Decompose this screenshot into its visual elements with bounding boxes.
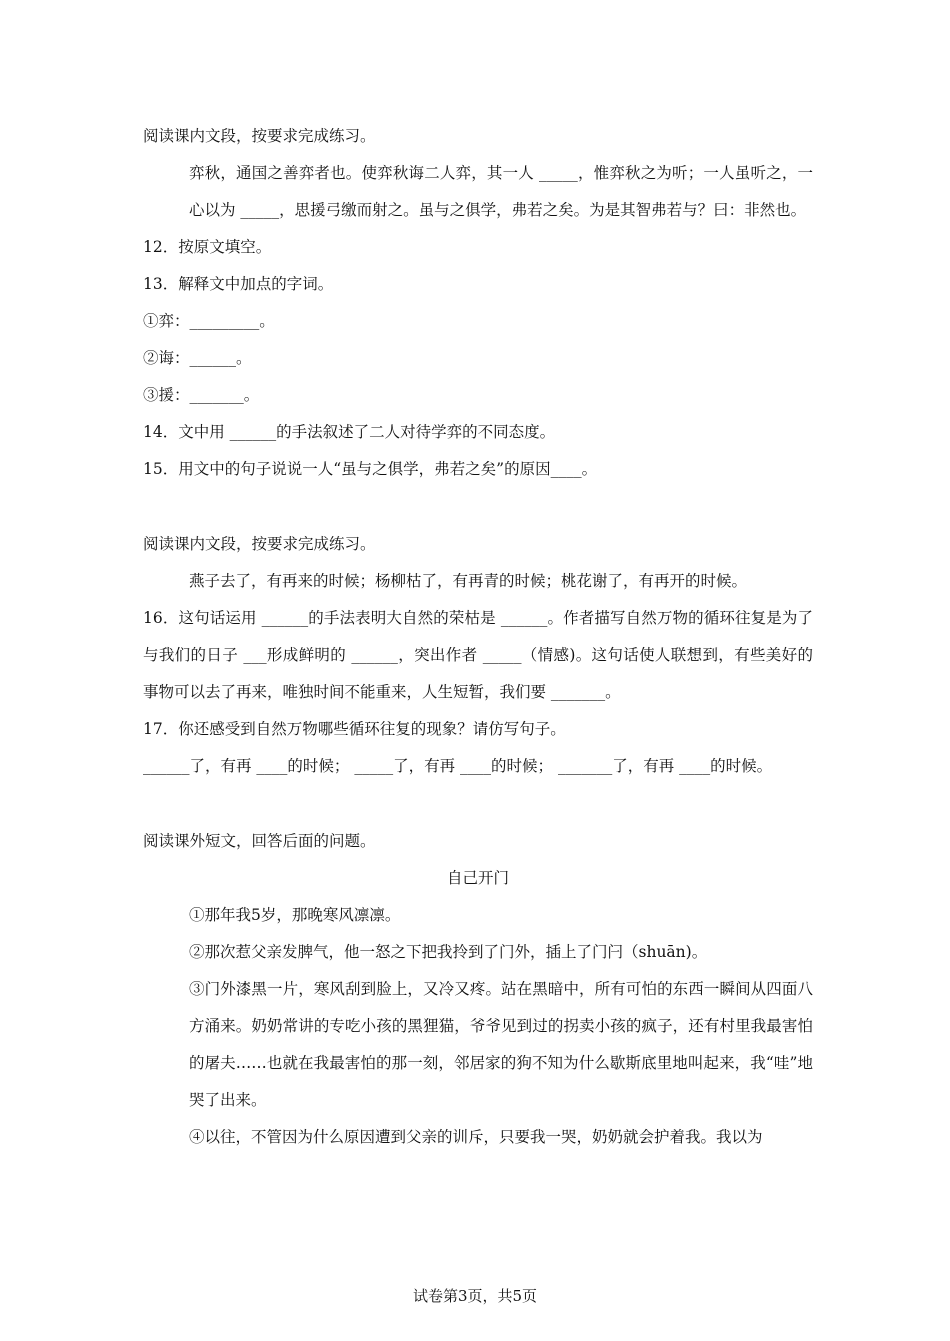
question-13: 13．解释文中加点的字词。 xyxy=(143,275,334,293)
article-paragraph-4: ④以往，不管因为什么原因遭到父亲的训斥，只要我一哭，奶奶就会护着我。我以为 xyxy=(189,1128,763,1146)
section2-passage: 燕子去了，有再来的时候；杨柳枯了，有再青的时候；桃花谢了，有再开的时候。 xyxy=(189,572,748,590)
section-gap xyxy=(143,785,813,823)
page-footer: 试卷第3页，共5页 xyxy=(412,1287,538,1305)
section-gap xyxy=(143,488,813,526)
section3-intro: 阅读课外短文，回答后面的问题。 xyxy=(143,832,376,850)
question-16: 16．这句话运用 ______的手法表明大自然的荣枯是 ______。作者描写自然万物的循环往复是为了与我们的日子 ___形成鲜明的 ______，突出作者 _____（情感)。这句话使人联想到，有些美好的事物可以去了再来，唯独时间不能重来，人生短暂，我们要 _______。 xyxy=(143,609,813,701)
question-13-item-3: ③援：_______。 xyxy=(143,386,260,404)
question-12: 12．按原文填空。 xyxy=(143,238,272,256)
question-15: 15．用文中的句子说说一人“虽与之俱学，弗若之矣”的原因____。 xyxy=(143,460,598,478)
article-paragraph-3: ③门外漆黑一片，寒风刮到脸上，又冷又疼。站在黑暗中，所有可怕的东西一瞬间从四面八方涌来。奶奶常讲的专吃小孩的黑狸猫，爷爷见到过的拐卖小孩的疯子，还有村里我最害怕的屠夫……也就在我最害怕的那一刻，邻居家的狗不知为什么歇斯底里地叫起来，我“哇”地哭了出来。 xyxy=(189,980,813,1109)
question-14: 14．文中用 ______的手法叙述了二人对待学弈的不同态度。 xyxy=(143,423,556,441)
section1-intro: 阅读课内文段，按要求完成练习。 xyxy=(143,127,376,145)
article-paragraph-2: ②那次惹父亲发脾气，他一怒之下把我拎到了门外，插上了门闩（shuān)。 xyxy=(189,943,708,961)
section1-passage: 弈秋，通国之善弈者也。使弈秋诲二人弈，其一人 _____，惟弈秋之为听；一人虽听之，一心以为 _____，思援弓缴而射之。虽与之俱学，弗若之矣。为是其智弗若与？曰：非然也。 xyxy=(189,164,813,219)
section2-intro: 阅读课内文段，按要求完成练习。 xyxy=(143,535,376,553)
question-13-item-1: ①弈：_________。 xyxy=(143,312,275,330)
question-17: 17．你还感受到自然万物哪些循环往复的现象？请仿写句子。 xyxy=(143,720,566,738)
question-17-blanks: ______了，有再 ____的时候； _____了，有再 ____的时候； _______了，有再 ____的时候。 xyxy=(143,757,773,775)
question-13-item-2: ②诲：______。 xyxy=(143,349,252,367)
article-paragraph-1: ①那年我5岁，那晚寒风凛凛。 xyxy=(189,906,401,924)
page-content xyxy=(143,118,813,1156)
article-title: 自己开门 xyxy=(446,869,509,887)
